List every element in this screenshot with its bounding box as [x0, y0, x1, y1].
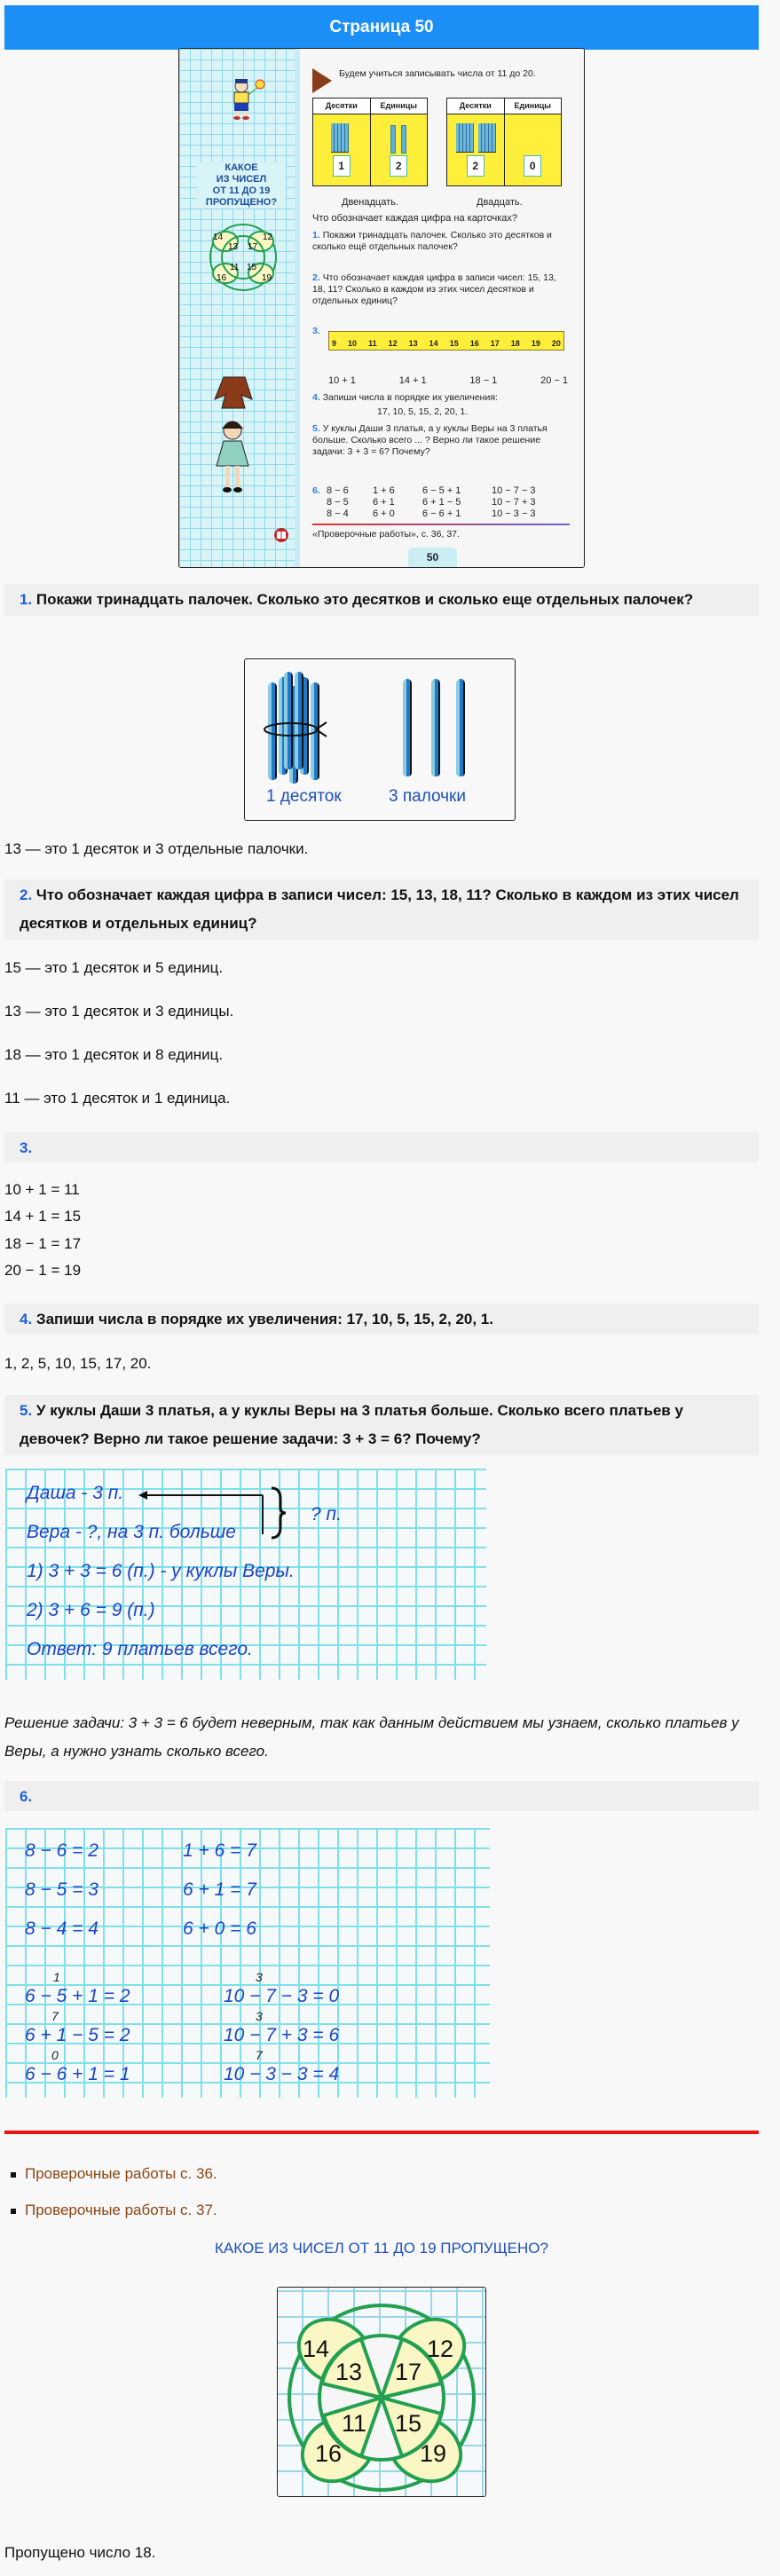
textbook-task-1: 1. Покажи тринадцать палочек. Сколько это десятков и сколько ещё отдельных палочек?	[312, 230, 552, 252]
svg-text:15: 15	[395, 2410, 422, 2437]
textbook-task-4: 4. Запиши числа в порядке их увеличения:	[312, 392, 498, 403]
puzzle-title: КАКОЕ ИЗ ЧИСЕЛ ОТ 11 ДО 19 ПРОПУЩЕНО?	[215, 2240, 548, 2257]
task-2-answer-3: 18 — это 1 десяток и 8 единиц.	[4, 1046, 224, 1063]
task-5-explanation: Решение задачи: 3 + 3 = 6 будет неверным, так как данным действием мы узнаем, сколько платьев у Веры, а нужно узнать сколько всего.	[4, 1714, 739, 1760]
section-divider	[4, 2131, 759, 2134]
place-value-table-12: Десятки Единицы 1 2	[312, 98, 428, 186]
task-6-heading: 6.	[4, 1781, 759, 1811]
page-title: Страница 50	[4, 5, 759, 50]
svg-text:11: 11	[342, 2410, 367, 2437]
svg-text:11: 11	[230, 263, 240, 272]
textbook-task-5: 5. У куклы Даши 3 платья, а у куклы Веры на 3 платья больше. Сколько всего ... ? Верно ли такое решение задачи: 3 + 3 = 6? Почему?	[312, 423, 548, 457]
textbook-intro: Будем учиться записывать числа от 11 до 20.	[339, 68, 536, 79]
number-ruler: 9 10 11 12 13 14 15 16 17 18 19 20	[328, 331, 564, 351]
textbook-task-6: 6.	[312, 485, 320, 496]
svg-text:15: 15	[247, 263, 257, 272]
svg-text:13: 13	[228, 242, 239, 252]
svg-text:14: 14	[303, 2336, 330, 2362]
svg-text:13: 13	[335, 2359, 363, 2385]
svg-text:16: 16	[217, 273, 227, 283]
arrow-and-brace-icon	[138, 1486, 307, 1540]
puzzle-answer: Пропущено число 18.	[4, 2544, 156, 2561]
sticks-illustration: 1 десяток 3 палочки	[244, 658, 516, 821]
task-4-heading: 4. Запиши числа в порядке их увеличения: 17, 10, 5, 15, 2, 20, 1.	[4, 1304, 759, 1334]
task-4-answer: 1, 2, 5, 10, 15, 17, 20.	[4, 1355, 152, 1372]
task-3-answer-2: 14 + 1 = 15	[4, 1208, 82, 1225]
play-triangle-icon	[312, 68, 332, 93]
textbook-footer-reference: «Проверочные работы», с. 36, 37.	[312, 529, 460, 540]
task-3-answer-3: 18 − 1 = 17	[4, 1235, 82, 1252]
svg-text:17: 17	[395, 2359, 422, 2385]
task-1-heading: 1. Покажи тринадцать палочек. Сколько это десятков и сколько еще отдельных палочек?	[4, 584, 759, 616]
svg-text:19: 19	[420, 2440, 447, 2467]
task-5-solution-grid: Даша - 3 п. Вера - ?, на 3 п. больше ? п. 1) 3 + 3 = 6 (п.) - у куклы Веры. 2) 3 + 6 = 9 (п.) Ответ: 9 платьев всего.	[5, 1469, 486, 1680]
task-1-answer: 13 — это 1 десяток и 3 отдельные палочки.	[4, 840, 309, 857]
link-check-work-p37[interactable]: Проверочные работы с. 37.	[11, 2202, 217, 2219]
svg-text:17: 17	[248, 242, 258, 252]
task-3-answer-1: 10 + 1 = 11	[4, 1181, 80, 1198]
string-tie-icon	[261, 720, 332, 739]
textbook-task-3: 3.	[312, 326, 320, 336]
task3-expressions: 10 + 1 14 + 1 18 − 1 20 − 1	[328, 375, 568, 386]
link-check-work-p36[interactable]: Проверочные работы с. 36.	[11, 2165, 217, 2183]
textbook-task-2: 2. Что обозначает каждая цифра в записи чисел: 15, 13, 18, 11? Сколько в каждом из этих чисел десятков и отдельных единиц?	[312, 272, 556, 306]
task-3-answer-4: 20 − 1 = 19	[4, 1262, 82, 1279]
textbook-main-column: Будем учиться записывать числа от 11 до 20. Десятки Единицы 1 2 Десятки Единицы 2 0 Двенадцать. Двадцать. Что обозначает каждая цифра на карточках? 1. Покажи тринадцать палочек. Сколько это десятков и сколько ещё отдельных палочек? 2. Что обозначает каждая цифра в записи чисел: 15, 13, 18, 11? Сколько в каждом из этих чисел десятков и отдельных единиц? 3. 9 10 11 12 13 14 15 16 17 18 19 20 10 + 1 14 + 1 18 − 1 20 − 1 4. Запиши числа в порядке их увеличения: 17, 10, 5, 15, 2, 20, 1. 5. У куклы Даши 3 платья, а у куклы Веры на 3 платья больше. Сколько всего ... ? Верно ли такое решение задачи: 3 + 3 = 6? Почему? 6. 8 − 6 1 + 6 6 − 5 + 1 10 − 7 − 3 8 − 5 6 + 1 6 + 1 − 5 10 − 7 + 3 8 − 4 6 + 0 6 − 6 + 1 10 − 3 − 3 «Проверочные работы», с. 36, 37. 50	[302, 49, 584, 567]
boy-illustration-icon	[224, 74, 268, 127]
task-2-answer-2: 13 — это 1 десяток и 3 единицы.	[4, 1003, 234, 1020]
doll-illustration-icon	[206, 368, 277, 501]
task-2-answer-1: 15 — это 1 десяток и 5 единиц.	[4, 959, 224, 976]
side-puzzle-title: КАКОЕ ИЗ ЧИСЕЛ ОТ 11 ДО 19 ПРОПУЩЕНО?	[197, 162, 286, 209]
svg-text:12: 12	[263, 232, 273, 242]
place-value-table-20: Десятки Единицы 2 0	[446, 98, 562, 186]
task-3-heading: 3.	[4, 1132, 759, 1162]
task-5-heading: 5. У куклы Даши 3 платья, а у куклы Веры на 3 платья больше. Сколько всего платьев у девочек? Верно ли такое решение задачи: 3 + 3 = 6? Почему?	[4, 1395, 759, 1455]
textbook-page-image	[178, 48, 585, 568]
svg-text:19: 19	[262, 273, 272, 283]
task-2-heading: 2. Что обозначает каждая цифра в записи чисел: 15, 13, 18, 11? Сколько в каждом из этих чисел десятков и отдельных единиц?	[4, 879, 759, 940]
svg-text:12: 12	[427, 2336, 454, 2362]
task-6-solution-grid: 8 − 6 = 2 8 − 5 = 3 8 − 4 = 4 1 + 6 = 7 6 + 1 = 7 6 + 0 = 6 1 6 − 5 + 1 = 2 7 6 + 1 − 5 = 2 0 6 − 6 + 1 = 1 3 10 − 7 − 3 = 0 3 10 − 7 + 3 = 6 7 10 − 3 − 3 = 4	[5, 1828, 490, 2098]
small-flower-puzzle-icon	[206, 222, 281, 293]
task6-expression-grid: 8 − 6 1 + 6 6 − 5 + 1 10 − 7 − 3 8 − 5 6 + 1 6 + 1 − 5 10 − 7 + 3 8 − 4 6 + 0 6 − 6 + 1 10 − 3 − 3	[327, 485, 536, 519]
svg-text:16: 16	[315, 2440, 343, 2467]
workbook-icon	[273, 527, 289, 543]
task-2-answer-4: 11 — это 1 десяток и 1 единица.	[4, 1090, 231, 1107]
flower-puzzle-image	[277, 2287, 486, 2497]
textbook-page-number: 50	[408, 547, 457, 567]
flower-puzzle-icon	[278, 2288, 485, 2496]
svg-text:14: 14	[213, 232, 224, 242]
